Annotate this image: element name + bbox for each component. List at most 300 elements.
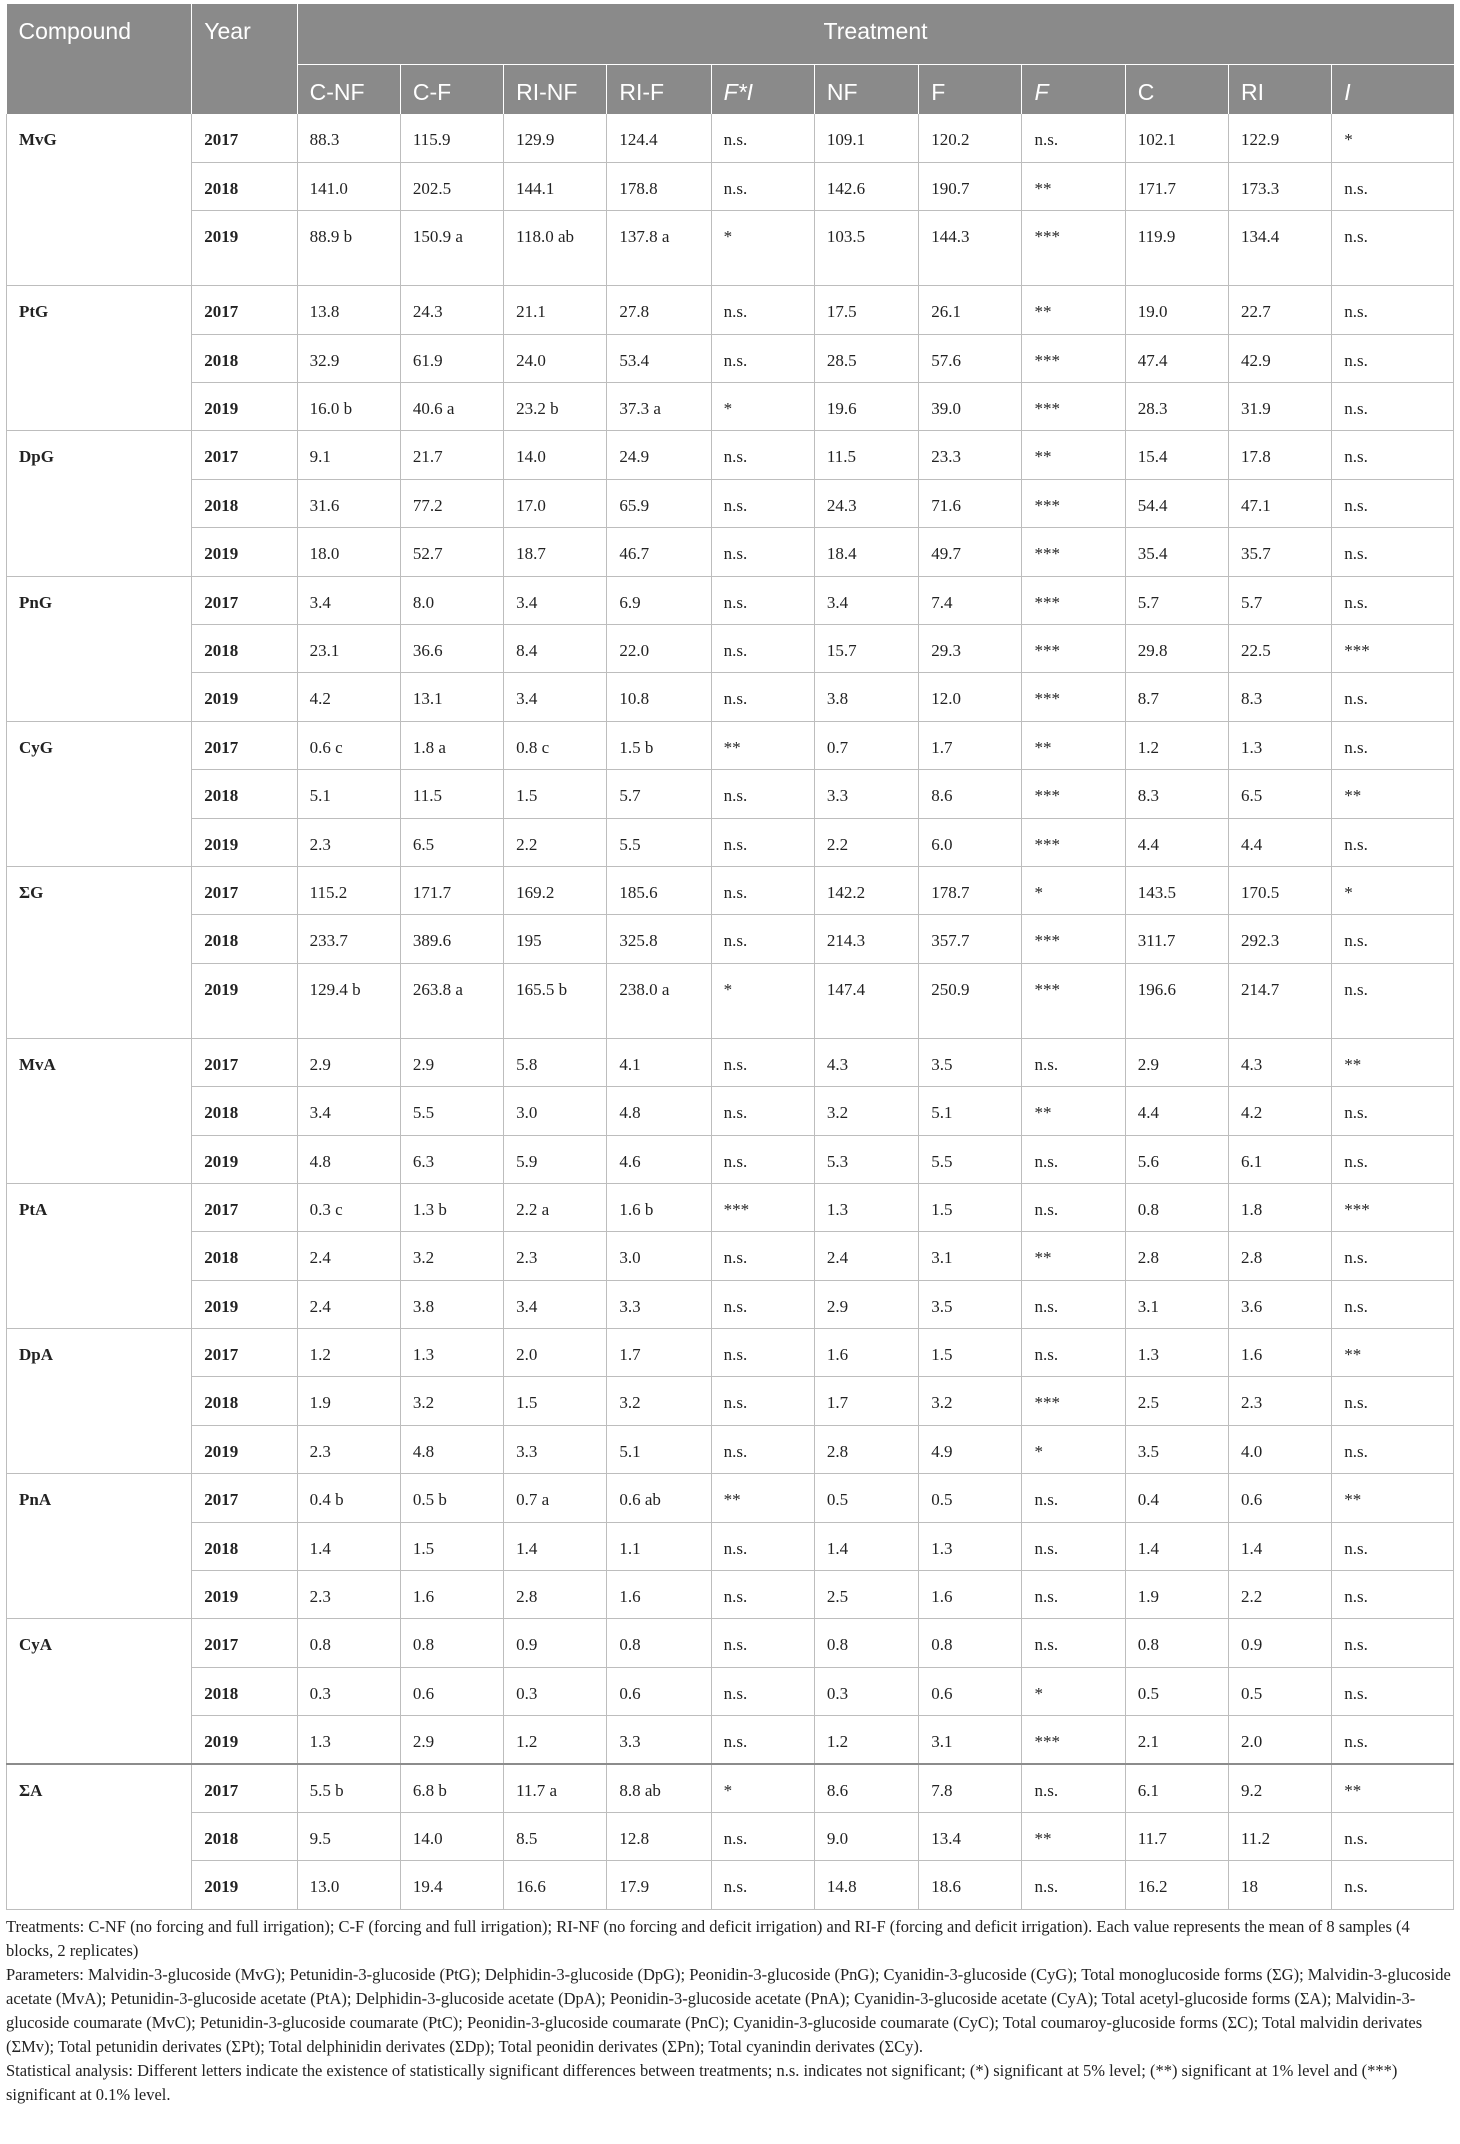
value-cell: 31.9 (1229, 383, 1332, 431)
value-cell: 6.5 (400, 818, 503, 866)
value-cell: 2.3 (297, 1571, 400, 1619)
value-cell: *** (1022, 1377, 1125, 1425)
value-cell: 3.8 (814, 673, 918, 721)
value-cell: 12.0 (919, 673, 1022, 721)
value-cell: 19.0 (1125, 286, 1228, 334)
value-cell: 2.9 (400, 1716, 503, 1764)
compound-cell: DpA (7, 1329, 192, 1474)
value-cell: * (711, 383, 814, 431)
value-cell: 141.0 (297, 162, 400, 210)
value-cell: n.s. (711, 479, 814, 527)
value-cell: ** (1022, 1813, 1125, 1861)
value-cell: 0.9 (1229, 1619, 1332, 1667)
value-cell: 0.6 (1229, 1474, 1332, 1522)
value-cell: n.s. (711, 770, 814, 818)
value-cell: n.s. (1332, 479, 1454, 527)
value-cell: 88.9 b (297, 211, 400, 286)
value-cell: n.s. (711, 1087, 814, 1135)
table-row (7, 1135, 1454, 1183)
value-cell: 250.9 (919, 963, 1022, 1038)
value-cell: n.s. (711, 162, 814, 210)
value-cell: n.s. (711, 576, 814, 624)
value-cell: 0.6 (400, 1667, 503, 1715)
value-cell: 1.9 (297, 1377, 400, 1425)
value-cell: n.s. (1332, 528, 1454, 576)
year-cell: 2017 (192, 1183, 297, 1231)
value-cell: n.s. (1332, 576, 1454, 624)
value-cell: n.s. (711, 1571, 814, 1619)
value-cell: 6.8 b (400, 1764, 503, 1812)
value-cell: 23.3 (919, 431, 1022, 479)
table-row (7, 431, 1454, 479)
value-cell: * (1332, 866, 1454, 914)
value-cell: 18 (1229, 1861, 1332, 1909)
value-cell: 39.0 (919, 383, 1022, 431)
table-row (7, 1280, 1454, 1328)
value-cell: 120.2 (919, 114, 1022, 162)
value-cell: 1.5 (504, 1377, 607, 1425)
value-cell: 3.0 (607, 1232, 711, 1280)
year-cell: 2019 (192, 1716, 297, 1764)
value-cell: 0.4 (1125, 1474, 1228, 1522)
value-cell: 171.7 (400, 866, 503, 914)
value-cell: 13.0 (297, 1861, 400, 1909)
table-row (7, 963, 1454, 1038)
value-cell: 1.7 (814, 1377, 918, 1425)
year-cell: 2019 (192, 963, 297, 1038)
value-cell: 29.8 (1125, 625, 1228, 673)
value-cell: n.s. (711, 866, 814, 914)
value-cell: n.s. (711, 1135, 814, 1183)
value-cell: n.s. (711, 334, 814, 382)
value-cell: n.s. (1332, 818, 1454, 866)
table-row (7, 479, 1454, 527)
value-cell: 54.4 (1125, 479, 1228, 527)
value-cell: 17.0 (504, 479, 607, 527)
year-cell: 2018 (192, 1522, 297, 1570)
table-row (7, 1329, 1454, 1377)
value-cell: 1.7 (919, 721, 1022, 769)
value-cell: 3.2 (814, 1087, 918, 1135)
value-cell: n.s. (711, 818, 814, 866)
value-cell: 2.4 (297, 1280, 400, 1328)
year-cell: 2018 (192, 625, 297, 673)
value-cell: 2.4 (814, 1232, 918, 1280)
value-cell: 29.3 (919, 625, 1022, 673)
value-cell: 53.4 (607, 334, 711, 382)
value-cell: 142.6 (814, 162, 918, 210)
header-year: Year (192, 4, 297, 114)
value-cell: 5.5 (400, 1087, 503, 1135)
value-cell: *** (1022, 576, 1125, 624)
value-cell: 292.3 (1229, 915, 1332, 963)
value-cell: ** (1022, 162, 1125, 210)
value-cell: n.s. (1022, 1861, 1125, 1909)
value-cell: 4.8 (400, 1425, 503, 1473)
value-cell: 0.3 (297, 1667, 400, 1715)
value-cell: 178.7 (919, 866, 1022, 914)
year-cell: 2018 (192, 1087, 297, 1135)
value-cell: 3.5 (1125, 1425, 1228, 1473)
value-cell: 3.5 (919, 1038, 1022, 1086)
table-row (7, 818, 1454, 866)
table-row (7, 770, 1454, 818)
table-row (7, 162, 1454, 210)
table-row (7, 721, 1454, 769)
value-cell: 4.2 (297, 673, 400, 721)
value-cell: 18.0 (297, 528, 400, 576)
value-cell: 1.3 (1229, 721, 1332, 769)
value-cell: 2.2 a (504, 1183, 607, 1231)
table-row (7, 1619, 1454, 1667)
value-cell: 3.1 (919, 1716, 1022, 1764)
value-cell: 5.1 (607, 1425, 711, 1473)
value-cell: 147.4 (814, 963, 918, 1038)
value-cell: 0.7 a (504, 1474, 607, 1522)
value-cell: 144.1 (504, 162, 607, 210)
value-cell: 0.4 b (297, 1474, 400, 1522)
value-cell: 8.6 (814, 1764, 918, 1812)
value-cell: 357.7 (919, 915, 1022, 963)
value-cell: 2.1 (1125, 1716, 1228, 1764)
value-cell: 16.0 b (297, 383, 400, 431)
value-cell: 3.4 (504, 1280, 607, 1328)
value-cell: 13.8 (297, 286, 400, 334)
value-cell: n.s. (711, 1667, 814, 1715)
value-cell: ** (1022, 1087, 1125, 1135)
value-cell: 5.7 (607, 770, 711, 818)
value-cell: 15.4 (1125, 431, 1228, 479)
value-cell: 102.1 (1125, 114, 1228, 162)
value-cell: 15.7 (814, 625, 918, 673)
value-cell: 1.2 (297, 1329, 400, 1377)
value-cell: 119.9 (1125, 211, 1228, 286)
value-cell: 24.3 (400, 286, 503, 334)
year-cell: 2017 (192, 114, 297, 162)
table-row (7, 1087, 1454, 1135)
value-cell: n.s. (1022, 1038, 1125, 1086)
value-cell: *** (1022, 963, 1125, 1038)
value-cell: 57.6 (919, 334, 1022, 382)
value-cell: 202.5 (400, 162, 503, 210)
value-cell: 3.3 (814, 770, 918, 818)
value-cell: 4.8 (607, 1087, 711, 1135)
value-cell: 1.8 a (400, 721, 503, 769)
value-cell: 2.3 (504, 1232, 607, 1280)
value-cell: 5.6 (1125, 1135, 1228, 1183)
value-cell: 2.3 (297, 1425, 400, 1473)
value-cell: ** (1332, 1474, 1454, 1522)
header-col-ri: RI (1229, 64, 1332, 114)
value-cell: 5.5 b (297, 1764, 400, 1812)
value-cell: 8.7 (1125, 673, 1228, 721)
compound-cell: PnA (7, 1474, 192, 1619)
table-row (7, 1232, 1454, 1280)
value-cell: ** (711, 1474, 814, 1522)
header-col-ri-f: RI-F (607, 64, 711, 114)
table-row (7, 528, 1454, 576)
value-cell: 1.6 (814, 1329, 918, 1377)
value-cell: 71.6 (919, 479, 1022, 527)
header-col-c-nf: C-NF (297, 64, 400, 114)
value-cell: n.s. (1022, 1329, 1125, 1377)
value-cell: 325.8 (607, 915, 711, 963)
table-row (7, 915, 1454, 963)
header-col-c: C (1125, 64, 1228, 114)
value-cell: 2.9 (1125, 1038, 1228, 1086)
table-header (7, 4, 1454, 114)
year-cell: 2017 (192, 1619, 297, 1667)
value-cell: 3.4 (297, 1087, 400, 1135)
value-cell: n.s. (1332, 1425, 1454, 1473)
value-cell: 115.9 (400, 114, 503, 162)
value-cell: 5.1 (919, 1087, 1022, 1135)
year-cell: 2019 (192, 1425, 297, 1473)
value-cell: n.s. (1332, 286, 1454, 334)
header-col-f: F (919, 64, 1022, 114)
value-cell: n.s. (1022, 1571, 1125, 1619)
value-cell: 0.7 (814, 721, 918, 769)
value-cell: 4.8 (297, 1135, 400, 1183)
value-cell: 0.8 (400, 1619, 503, 1667)
value-cell: 0.5 b (400, 1474, 503, 1522)
value-cell: 109.1 (814, 114, 918, 162)
value-cell: n.s. (711, 625, 814, 673)
value-cell: 1.3 (919, 1522, 1022, 1570)
value-cell: 42.9 (1229, 334, 1332, 382)
value-cell: 1.4 (1229, 1522, 1332, 1570)
value-cell: 134.4 (1229, 211, 1332, 286)
value-cell: *** (1022, 1716, 1125, 1764)
year-cell: 2018 (192, 1667, 297, 1715)
table-row (7, 1764, 1454, 1812)
year-cell: 2019 (192, 211, 297, 286)
header-treatment: Treatment (297, 4, 1453, 64)
value-cell: n.s. (1022, 1280, 1125, 1328)
value-cell: *** (1022, 528, 1125, 576)
value-cell: 1.2 (1125, 721, 1228, 769)
value-cell: 2.3 (1229, 1377, 1332, 1425)
value-cell: 8.0 (400, 576, 503, 624)
value-cell: 2.3 (297, 818, 400, 866)
value-cell: 0.8 c (504, 721, 607, 769)
footnote-parameters: Parameters: Malvidin-3-glucoside (MvG); Petunidin-3-glucoside (PtG); Delphidin-3-glucoside (DpG); Peonidin-3-glucoside (PnG); Cyanidin-3-glucoside (CyG); Total monoglucoside forms (ΣG); Malvidin-3-glucoside acetate (MvA); Petunidin-3-glucoside acetate (PtA); Delphidin-3-glucoside acetate (DpA); Peonidin-3-glucoside acetate (PnA); Cyanidin-3-glucoside acetate (CyA); Total acetyl-glucoside forms (ΣA); Malvidin-3-glucoside coumarate (MvC); Petunidin-3-glucoside coumarate (PtC); Peonidin-3-glucoside coumarate (PnC); Cyanidin-3-glucoside coumarate (CyC); Total coumaroy-glucoside forms (ΣC); Total malvidin derivates (ΣMv); Total petunidin derivates (ΣPt); Total delphinidin derivates (ΣDp); Total peonidin derivates (ΣPn); Total cyanindin derivates (ΣCy). (6, 1965, 1451, 2056)
table-row (7, 286, 1454, 334)
value-cell: ** (1332, 770, 1454, 818)
value-cell: n.s. (1332, 1813, 1454, 1861)
value-cell: 3.8 (400, 1280, 503, 1328)
value-cell: 6.1 (1125, 1764, 1228, 1812)
value-cell: 36.6 (400, 625, 503, 673)
value-cell: 5.5 (919, 1135, 1022, 1183)
table-row (7, 1522, 1454, 1570)
value-cell: 35.7 (1229, 528, 1332, 576)
value-cell: 17.9 (607, 1861, 711, 1909)
value-cell: 3.6 (1229, 1280, 1332, 1328)
year-cell: 2019 (192, 1280, 297, 1328)
value-cell: 238.0 a (607, 963, 711, 1038)
value-cell: 0.5 (1229, 1667, 1332, 1715)
value-cell: 171.7 (1125, 162, 1228, 210)
value-cell: 8.5 (504, 1813, 607, 1861)
value-cell: 3.3 (607, 1716, 711, 1764)
value-cell: 88.3 (297, 114, 400, 162)
value-cell: n.s. (1022, 1522, 1125, 1570)
year-cell: 2019 (192, 673, 297, 721)
value-cell: 129.4 b (297, 963, 400, 1038)
value-cell: 5.7 (1125, 576, 1228, 624)
value-cell: 3.1 (1125, 1280, 1228, 1328)
table-footnotes (6, 1915, 1454, 2107)
value-cell: 6.0 (919, 818, 1022, 866)
value-cell: *** (1332, 625, 1454, 673)
year-cell: 2017 (192, 721, 297, 769)
value-cell: *** (1022, 673, 1125, 721)
value-cell: n.s. (1332, 721, 1454, 769)
header-col-nf: NF (814, 64, 918, 114)
value-cell: 3.1 (919, 1232, 1022, 1280)
value-cell: 6.3 (400, 1135, 503, 1183)
value-cell: 1.5 (504, 770, 607, 818)
value-cell: 77.2 (400, 479, 503, 527)
value-cell: 17.8 (1229, 431, 1332, 479)
value-cell: 2.0 (1229, 1716, 1332, 1764)
value-cell: n.s. (711, 915, 814, 963)
table-row (7, 1667, 1454, 1715)
value-cell: 13.1 (400, 673, 503, 721)
value-cell: 18.6 (919, 1861, 1022, 1909)
compound-cell: PtG (7, 286, 192, 431)
value-cell: *** (1022, 770, 1125, 818)
value-cell: n.s. (711, 286, 814, 334)
value-cell: n.s. (1022, 1619, 1125, 1667)
value-cell: 4.2 (1229, 1087, 1332, 1135)
value-cell: n.s. (1332, 431, 1454, 479)
value-cell: 7.8 (919, 1764, 1022, 1812)
value-cell: 65.9 (607, 479, 711, 527)
value-cell: 3.2 (919, 1377, 1022, 1425)
year-cell: 2018 (192, 1232, 297, 1280)
value-cell: 2.8 (504, 1571, 607, 1619)
value-cell: 129.9 (504, 114, 607, 162)
value-cell: 5.1 (297, 770, 400, 818)
compound-cell: CyA (7, 1619, 192, 1764)
value-cell: 19.4 (400, 1861, 503, 1909)
value-cell: n.s. (1332, 1522, 1454, 1570)
value-cell: 40.6 a (400, 383, 503, 431)
value-cell: 173.3 (1229, 162, 1332, 210)
value-cell: 0.8 (1125, 1619, 1228, 1667)
value-cell: n.s. (1332, 383, 1454, 431)
value-cell: * (711, 211, 814, 286)
value-cell: n.s. (711, 1038, 814, 1086)
year-cell: 2019 (192, 1135, 297, 1183)
value-cell: 178.8 (607, 162, 711, 210)
header-col-i-sig: I (1332, 64, 1454, 114)
value-cell: 1.9 (1125, 1571, 1228, 1619)
compound-cell: MvG (7, 114, 192, 286)
value-cell: *** (1022, 625, 1125, 673)
value-cell: 28.5 (814, 334, 918, 382)
value-cell: 11.2 (1229, 1813, 1332, 1861)
value-cell: n.s. (1332, 1861, 1454, 1909)
value-cell: 115.2 (297, 866, 400, 914)
value-cell: * (711, 1764, 814, 1812)
value-cell: 214.7 (1229, 963, 1332, 1038)
value-cell: n.s. (711, 1813, 814, 1861)
value-cell: 4.6 (607, 1135, 711, 1183)
header-col-ri-nf: RI-NF (504, 64, 607, 114)
value-cell: 214.3 (814, 915, 918, 963)
value-cell: 11.7 a (504, 1764, 607, 1812)
value-cell: 9.0 (814, 1813, 918, 1861)
value-cell: 142.2 (814, 866, 918, 914)
table-row (7, 1474, 1454, 1522)
year-cell: 2017 (192, 1038, 297, 1086)
header-col-c-f: C-F (400, 64, 503, 114)
value-cell: n.s. (1332, 1135, 1454, 1183)
value-cell: ** (1332, 1764, 1454, 1812)
value-cell: 11.7 (1125, 1813, 1228, 1861)
footnote-statistics: Statistical analysis: Different letters indicate the existence of statistically significant differences between treatments; n.s. indicates not significant; (*) significant at 5% level; (**) significant at 1% level and (***) significant at 0.1% level. (6, 2061, 1398, 2104)
value-cell: 6.9 (607, 576, 711, 624)
value-cell: 3.2 (607, 1377, 711, 1425)
value-cell: 24.9 (607, 431, 711, 479)
compound-cell: DpG (7, 431, 192, 576)
value-cell: 0.6 c (297, 721, 400, 769)
value-cell: n.s. (1332, 211, 1454, 286)
value-cell: 4.1 (607, 1038, 711, 1086)
value-cell: 1.6 (919, 1571, 1022, 1619)
value-cell: 31.6 (297, 479, 400, 527)
value-cell: *** (1022, 818, 1125, 866)
value-cell: 0.8 (814, 1619, 918, 1667)
value-cell: n.s. (711, 1329, 814, 1377)
value-cell: 14.0 (400, 1813, 503, 1861)
value-cell: * (1022, 1667, 1125, 1715)
value-cell: 35.4 (1125, 528, 1228, 576)
value-cell: 61.9 (400, 334, 503, 382)
value-cell: 1.3 (297, 1716, 400, 1764)
value-cell: 3.4 (814, 576, 918, 624)
value-cell: 9.5 (297, 1813, 400, 1861)
value-cell: n.s. (1332, 1377, 1454, 1425)
value-cell: 12.8 (607, 1813, 711, 1861)
value-cell: 0.5 (919, 1474, 1022, 1522)
value-cell: 2.9 (814, 1280, 918, 1328)
value-cell: 124.4 (607, 114, 711, 162)
value-cell: 8.6 (919, 770, 1022, 818)
value-cell: 0.6 (919, 1667, 1022, 1715)
value-cell: 1.3 (814, 1183, 918, 1231)
value-cell: 0.3 (504, 1667, 607, 1715)
value-cell: *** (711, 1183, 814, 1231)
year-cell: 2018 (192, 334, 297, 382)
value-cell: 4.0 (1229, 1425, 1332, 1473)
year-cell: 2017 (192, 576, 297, 624)
value-cell: n.s. (711, 1377, 814, 1425)
value-cell: 118.0 ab (504, 211, 607, 286)
value-cell: ** (1022, 1232, 1125, 1280)
value-cell: n.s. (1022, 1183, 1125, 1231)
table-row (7, 1425, 1454, 1473)
value-cell: n.s. (711, 528, 814, 576)
value-cell: n.s. (1332, 673, 1454, 721)
value-cell: ** (1022, 286, 1125, 334)
value-cell: 4.9 (919, 1425, 1022, 1473)
table-row (7, 334, 1454, 382)
value-cell: 5.3 (814, 1135, 918, 1183)
